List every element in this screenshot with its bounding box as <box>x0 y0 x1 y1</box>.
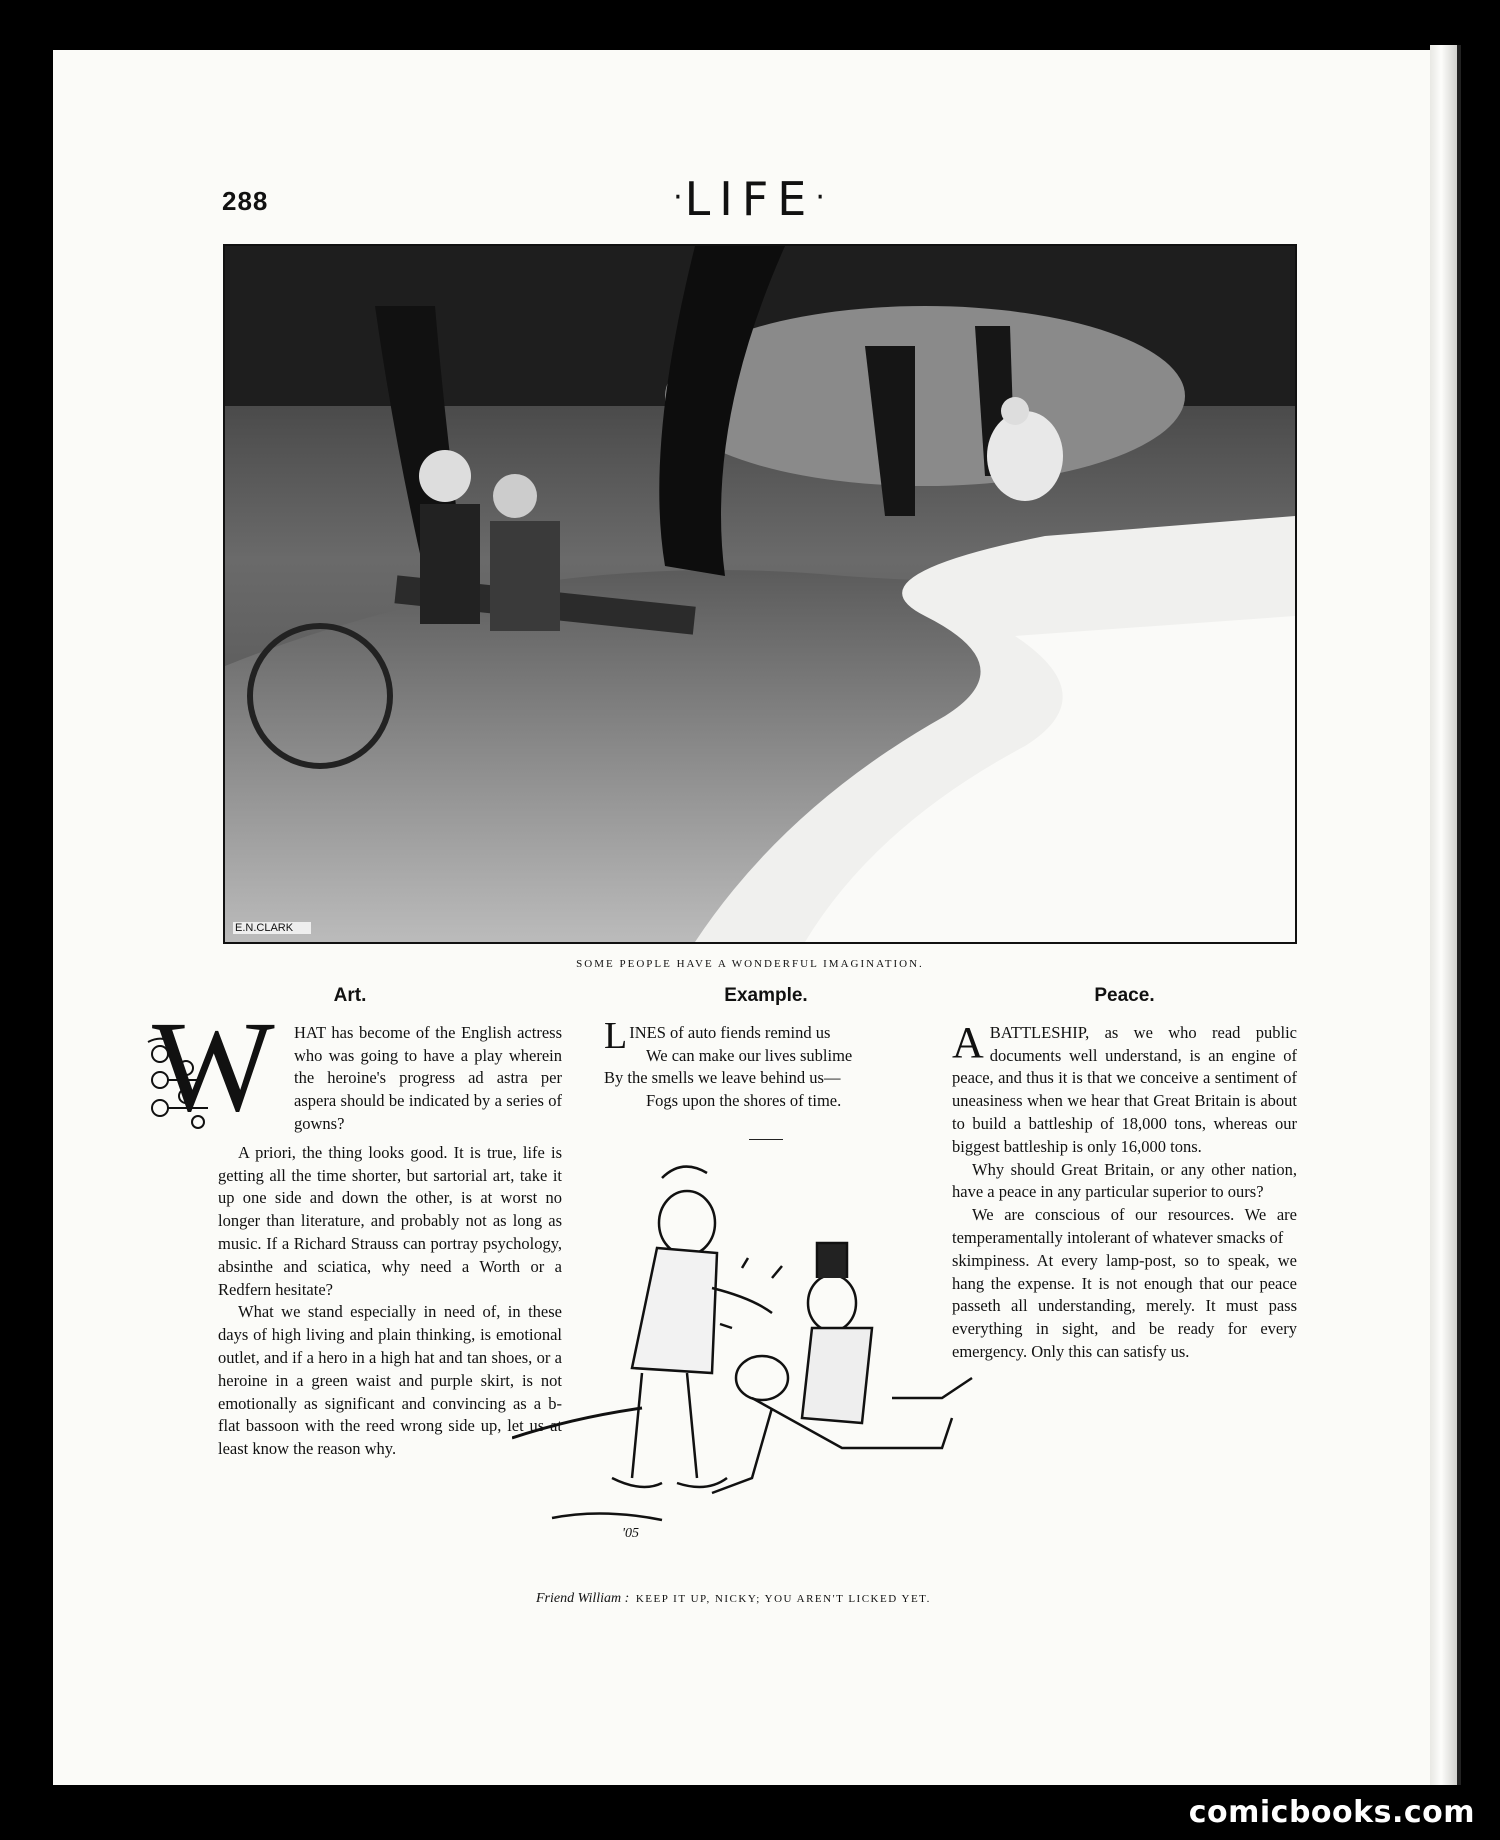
poem-line-3: By the smells we leave behind us— <box>604 1068 841 1088</box>
page-edge-shadow <box>1457 45 1461 1785</box>
peace-paragraph-3a: We are conscious of our resources. We are temperamentally intolerant of whatever smacks of <box>952 1205 1297 1247</box>
park-bench-illustration <box>223 244 1297 944</box>
cartoon-speaker: Friend William : <box>536 1591 630 1606</box>
peace-paragraph-1 <box>952 1017 1297 1159</box>
dropcap-letter: W <box>152 994 275 1139</box>
ornamental-dropcap <box>138 994 290 1142</box>
poem-initial: L <box>604 1014 628 1057</box>
cartoon-signature: '05 <box>622 1526 639 1541</box>
cartoon-caption <box>536 1590 931 1607</box>
masthead-title: LIFE <box>684 172 816 226</box>
poem-line-2: We can make our lives sublime <box>646 1045 853 1065</box>
example-heading: Example. <box>724 985 808 1006</box>
peace-initial: A <box>952 1017 984 1067</box>
page-number: 288 <box>222 186 269 216</box>
peace-paragraph-1-text: BATTLESHIP, as we who read public documents well understand, is an engine of peace, and thus it is that we conceive a sentiment of uneasiness when we hear that Great Britain is about to build a battleship of 18,000 tons, whereas our biggest battleship is only 16,000 tons. <box>952 1022 1297 1156</box>
peace-paragraph-3b: skimpiness. At every lamp-post, so to speak, we hang the expense. It is not enough that our peace passeth all understanding, merely. It must pass everything in sight, and be ready for every emergency. Only this can satisfy us. <box>952 1250 1297 1361</box>
peace-paragraph-2: Why should Great Britain, or any other nation, have a peace in any particular superior to ours? <box>952 1159 1297 1202</box>
article-example <box>596 985 936 1140</box>
article-art <box>138 985 562 1461</box>
page-edge <box>1430 45 1458 1785</box>
art-paragraph-1: HAT has become of the English actress who was going to have a play wherein the heroine's progress ad astra per aspera should be indicated by a series of gowns? <box>294 1022 562 1133</box>
cartoon-quote: KEEP IT UP, NICKY; YOU AREN'T LICKED YET. <box>635 1593 931 1605</box>
watermark: comicbooks.com <box>1188 1795 1475 1830</box>
illustration-caption: SOME PEOPLE HAVE A WONDERFUL IMAGINATION. <box>576 958 924 970</box>
section-divider <box>749 1139 783 1140</box>
masthead-dot-left: · <box>673 180 685 215</box>
art-heading: Art. <box>333 985 367 1006</box>
article-peace <box>952 985 1297 1364</box>
park-scene-drawing <box>225 246 1295 942</box>
poem-line-1-text: INES of auto fiends remind us <box>629 1022 831 1042</box>
art-paragraph-2: A priori, the thing looks good. It is true, life is getting all the time shorter, but sartorial art, take it up one side and down the other, is at worst no longer than literature, and probably not as long as music. If a Richard Strauss can portray psychology, absinthe and sciatica, why need a Worth or a Redfern hesitate? <box>218 1142 562 1299</box>
example-poem <box>596 1014 936 1113</box>
peace-heading: Peace. <box>1094 985 1155 1006</box>
masthead <box>0 172 1500 226</box>
art-paragraph-3: What we stand especially in need of, in these days of high living and plain thinking, is emotional outlet, and if a hero in a high hat and tan shoes, or a heroine in a green waist and purple skirt, is not emotionally as significant and convincing as a b-flat bassoon with the reed wrong side up, let us at least know the reason why. <box>218 1302 562 1459</box>
poem-line-4: Fogs upon the shores of time. <box>646 1091 842 1111</box>
masthead-dot-right: · <box>815 180 827 215</box>
illustration-signature: E.N.CLARK <box>233 922 311 934</box>
